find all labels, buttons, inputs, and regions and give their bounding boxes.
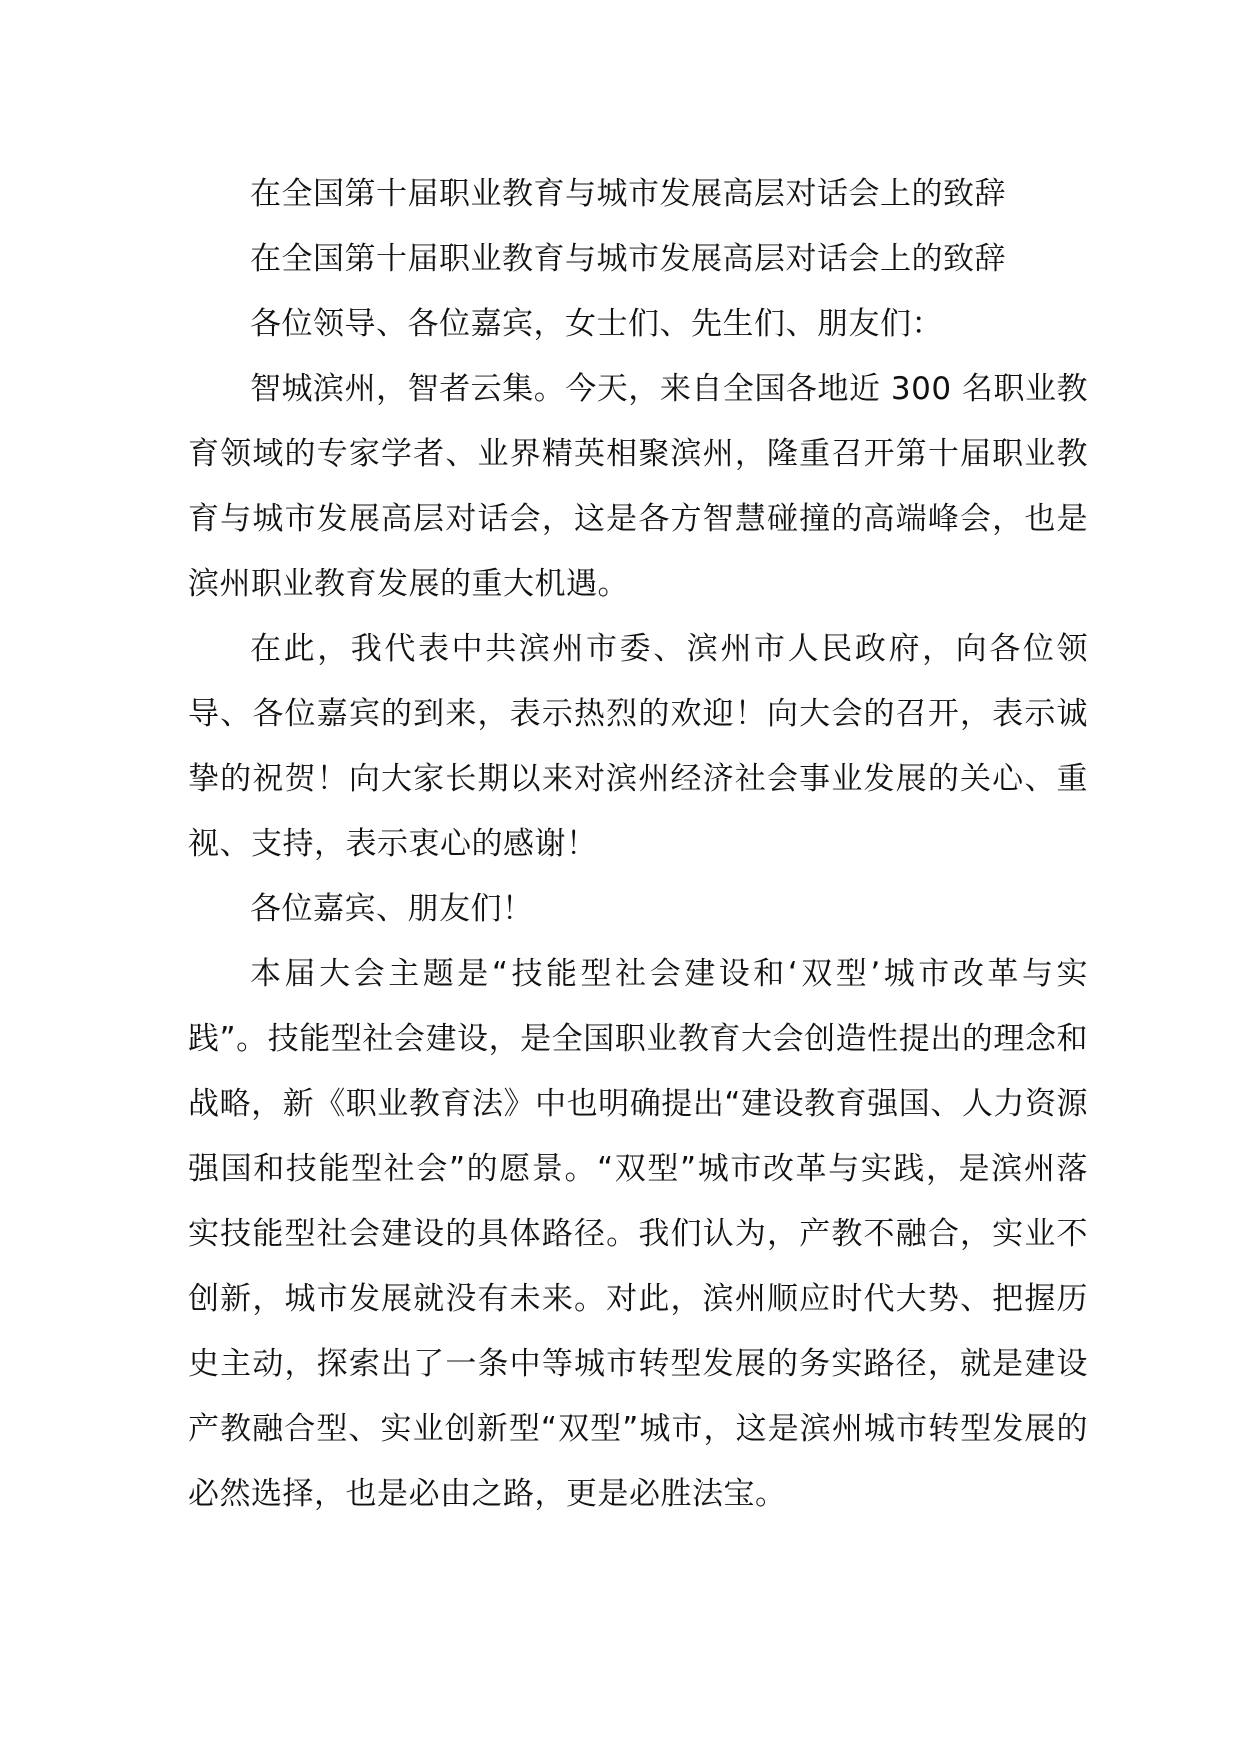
document-title-repeat: 在全国第十届职业教育与城市发展高层对话会上的致辞: [250, 241, 1006, 277]
document-title: 在全国第十届职业教育与城市发展高层对话会上的致辞: [250, 176, 1006, 212]
document-body: [188, 162, 1088, 1527]
paragraph-welcome-intro: 智城滨州，智者云集。今天，来自全国各地近 300 名职业教育领域的专家学者、业界精英相聚滨州，隆重召开第十届职业教育与城市发展高层对话会，这是各方智慧碰撞的高端峰会，也是滨州职业教育发展的重大机遇。: [188, 371, 1088, 602]
salutation: 各位领导、各位嘉宾，女士们、先生们、朋友们：: [250, 306, 943, 342]
paragraph-address-guests: 各位嘉宾、朋友们！: [250, 891, 534, 927]
paragraph-welcome-thanks: 在此，我代表中共滨州市委、滨州市人民政府，向各位领导、各位嘉宾的到来，表示热烈的欢迎！向大会的召开，表示诚挚的祝贺！向大家长期以来对滨州经济社会事业发展的关心、重视、支持，表示衷心的感谢！: [188, 631, 1088, 862]
paragraph-conference-theme: 本届大会主题是“技能型社会建设和‘双型’城市改革与实践”。技能型社会建设，是全国职业教育大会创造性提出的理念和战略，新《职业教育法》中也明确提出“建设教育强国、人力资源强国和技能型社会”的愿景。“双型”城市改革与实践，是滨州落实技能型社会建设的具体路径。我们认为，产教不融合，实业不创新，城市发展就没有未来。对此，滨州顺应时代大势、把握历史主动，探索出了一条中等城市转型发展的务实路径，就是建设产教融合型、实业创新型“双型”城市，这是滨州城市转型发展的必然选择，也是必由之路，更是必胜法宝。: [188, 956, 1088, 1512]
